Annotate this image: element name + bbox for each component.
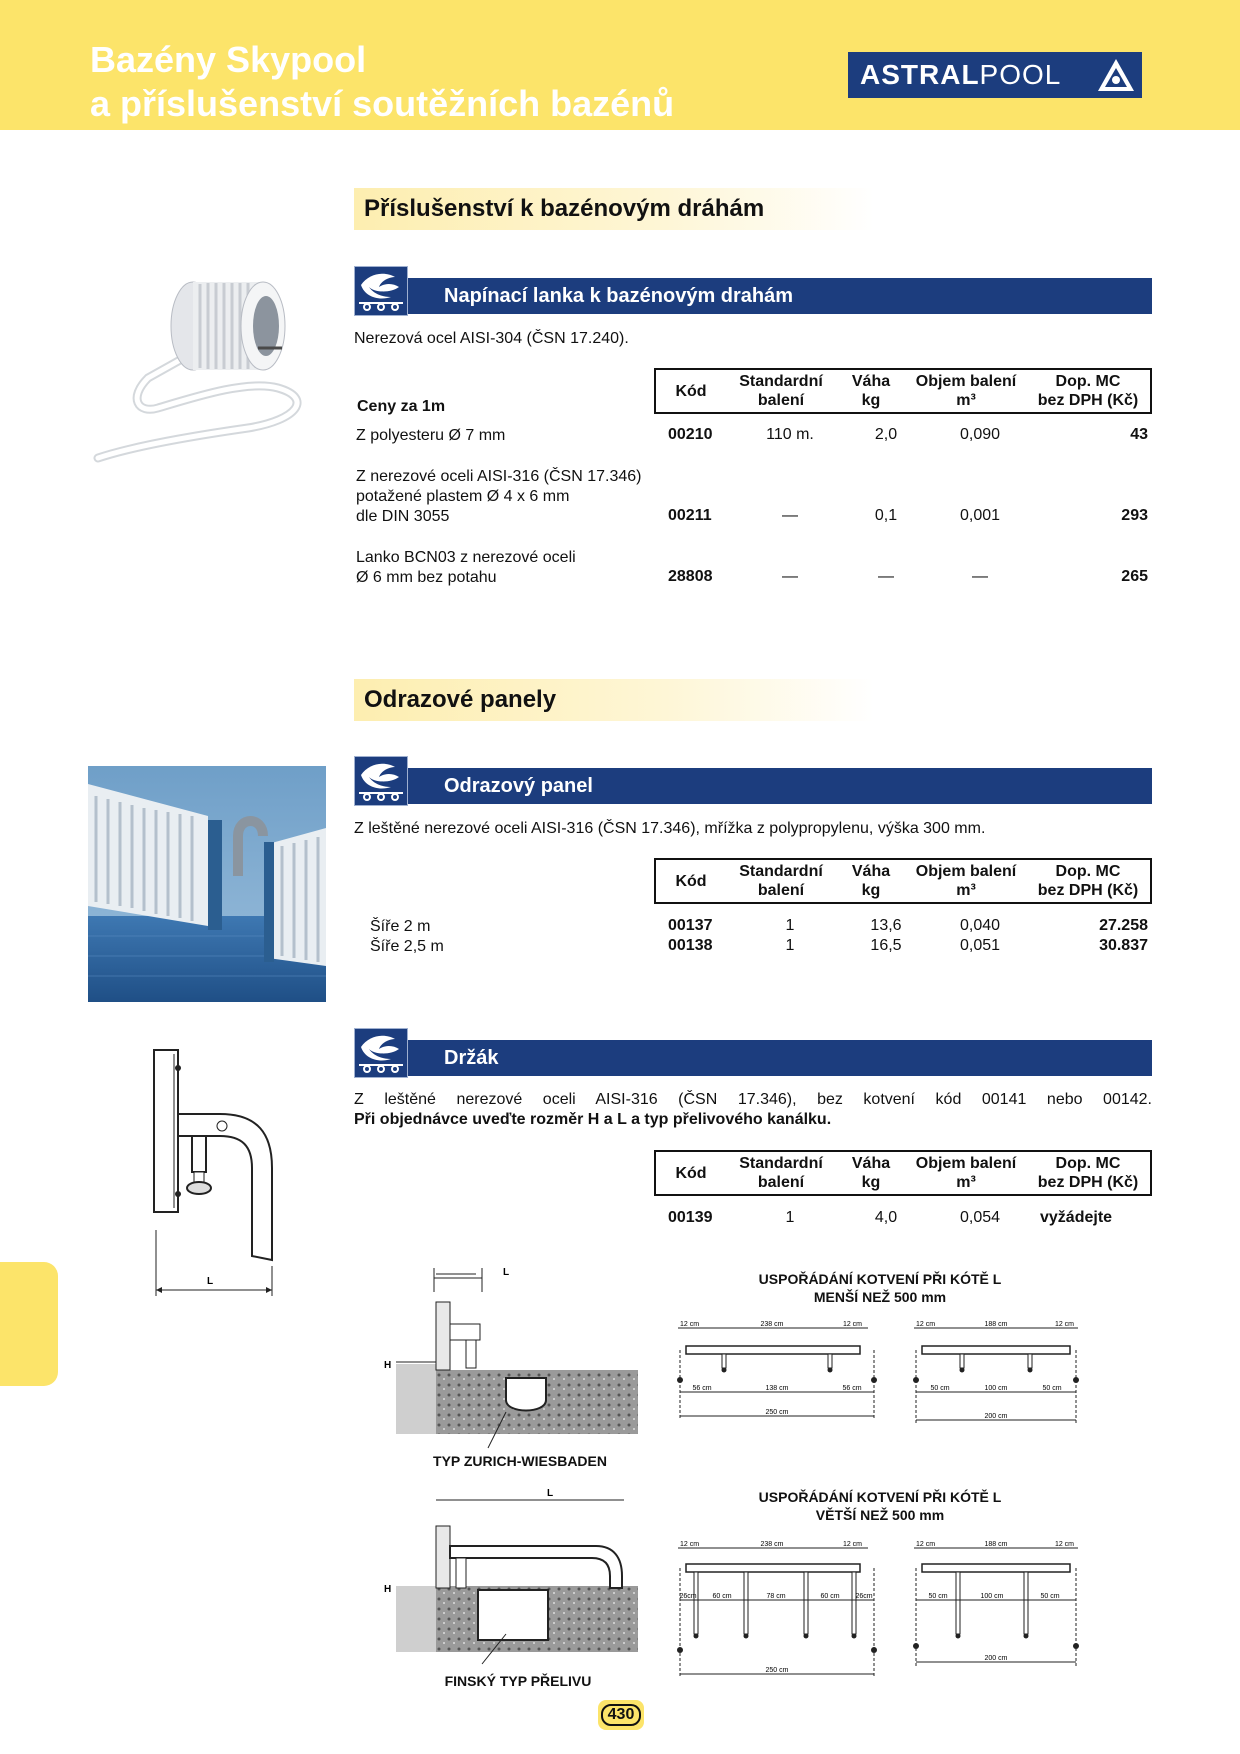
- zurich-wiesbaden-section-diagram: [384, 1262, 638, 1434]
- band-title: Držák: [444, 1047, 499, 1069]
- svg-text:12 cm: 12 cm: [1054, 1541, 1074, 1548]
- section3-order-note: Při objednávce uveďte rozměr H a L a typ přelivového kanálku.: [354, 1111, 832, 1128]
- anchoring-plan-250-large: [666, 1540, 880, 1680]
- dim-label-L: L: [206, 1276, 214, 1287]
- anchoring-plan-200-small: [904, 1320, 1088, 1428]
- anchoring-plan-250-small: [666, 1320, 880, 1428]
- astralpool-logo: [848, 52, 1142, 98]
- svg-text:100 cm: 100 cm: [980, 1593, 1004, 1600]
- svg-text:60 cm: 60 cm: [712, 1593, 732, 1600]
- prices-label: Ceny za 1m: [357, 398, 446, 415]
- svg-text:26cm: 26cm: [679, 1593, 697, 1600]
- page-number: 430: [601, 1704, 642, 1726]
- caption-finnish: FINSKÝ TYP PŘELIVU: [444, 1673, 592, 1689]
- section1-description: Nerezová ocel AISI-304 (ČSN 17.240).: [354, 330, 629, 347]
- svg-text:200 cm: 200 cm: [984, 1413, 1008, 1420]
- table-header-holder: Kód Standardní balení Váha kg Objem balení m³ Dop. MC bez DPH (Kč): [654, 1150, 1152, 1196]
- svg-text:200 cm: 200 cm: [984, 1655, 1008, 1662]
- svg-text:12 cm: 12 cm: [916, 1541, 936, 1548]
- svg-text:138 cm: 138 cm: [765, 1385, 789, 1392]
- svg-text:188 cm: 188 cm: [984, 1321, 1008, 1328]
- col-vaha: Váha kg: [851, 373, 891, 409]
- anchoring-plan-200-large: [904, 1540, 1088, 1670]
- svg-text:238 cm: 238 cm: [760, 1541, 784, 1548]
- pool-lane-icon: [354, 266, 408, 316]
- section2-description: Z leštěné nerezové oceli AISI-316 (ČSN 17.346), mřížka z polypropylenu, výška 300 mm.: [354, 820, 986, 837]
- finnish-section-diagram: [384, 1486, 638, 1652]
- svg-text:H: H: [384, 1584, 392, 1595]
- svg-text:50 cm: 50 cm: [1042, 1385, 1062, 1392]
- rope-coil-image: [88, 278, 310, 466]
- anchoring-title-small: USPOŘÁDÁNÍ KOTVENÍ PŘI KÓTĚ L MENŠÍ NEŽ 500 mm: [758, 1271, 1002, 1305]
- svg-text:50 cm: 50 cm: [928, 1593, 948, 1600]
- col-kod: Kód: [675, 382, 707, 400]
- header-title-line1: Bazény Skypool: [90, 39, 367, 80]
- table-header-ropes: [654, 368, 1152, 414]
- holder-drawing: [148, 1044, 292, 1298]
- svg-text:12 cm: 12 cm: [842, 1321, 862, 1328]
- svg-text:12 cm: 12 cm: [680, 1541, 700, 1548]
- col-standard: Standardní balení: [739, 373, 823, 409]
- svg-text:78 cm: 78 cm: [766, 1593, 786, 1600]
- band-turn-panel: [354, 768, 1152, 804]
- turn-panel-photo: [88, 766, 326, 1002]
- chapter-tab: [0, 1262, 58, 1386]
- svg-text:50 cm: 50 cm: [930, 1385, 950, 1392]
- page-header: [0, 0, 1240, 130]
- logo-text-light: POOL: [979, 59, 1062, 90]
- anchoring-title-large: USPOŘÁDÁNÍ KOTVENÍ PŘI KÓTĚ L VĚTŠÍ NEŽ 500 mm: [758, 1489, 1002, 1523]
- section3-description: Z leštěné nerezové oceli AISI-316 (ČSN 17.346), bez kotvení kód 00141 nebo 00142.: [354, 1091, 1152, 1108]
- section-title-lane-accessories: Příslušenství k bazénovým dráhám: [354, 188, 874, 230]
- caption-zurich: TYP ZURICH-WIESBADEN: [433, 1453, 607, 1469]
- svg-text:250 cm: 250 cm: [765, 1409, 789, 1416]
- svg-text:12 cm: 12 cm: [842, 1541, 862, 1548]
- svg-text:188 cm: 188 cm: [984, 1541, 1008, 1548]
- svg-text:12 cm: 12 cm: [916, 1321, 936, 1328]
- svg-text:250 cm: 250 cm: [765, 1667, 789, 1674]
- band-holder: [354, 1040, 1152, 1076]
- col-objem: Objem balení m³: [915, 373, 1017, 409]
- svg-text:60 cm: 60 cm: [820, 1593, 840, 1600]
- section-title-turn-panels: Odrazové panely: [354, 679, 874, 721]
- header-title: [90, 38, 674, 126]
- svg-text:56 cm: 56 cm: [842, 1385, 862, 1392]
- band-tension-ropes: [354, 278, 1152, 314]
- svg-text:H: H: [384, 1360, 392, 1371]
- pool-lane-icon: [354, 1028, 408, 1078]
- svg-text:100 cm: 100 cm: [984, 1385, 1008, 1392]
- svg-text:L: L: [546, 1488, 554, 1499]
- page-number-badge: [598, 1700, 644, 1730]
- svg-text:12 cm: 12 cm: [680, 1321, 700, 1328]
- col-dop-mc: Dop. MC bez DPH (Kč): [1037, 373, 1139, 409]
- svg-text:12 cm: 12 cm: [1054, 1321, 1074, 1328]
- svg-text:56 cm: 56 cm: [692, 1385, 712, 1392]
- band-title: Napínací lanka k bazénovým drahám: [444, 285, 794, 307]
- header-title-line2: a příslušenství soutěžních bazénů: [90, 83, 675, 124]
- svg-text:26cm: 26cm: [855, 1593, 873, 1600]
- svg-text:L: L: [502, 1267, 510, 1278]
- band-title: Odrazový panel: [444, 775, 593, 797]
- pool-lane-icon: [354, 756, 408, 806]
- svg-text:50 cm: 50 cm: [1040, 1593, 1060, 1600]
- table-header-panels: Kód Standardní balení Váha kg Objem balení m³ Dop. MC bez DPH (Kč): [654, 858, 1152, 904]
- logo-text-bold: ASTRAL: [860, 59, 980, 90]
- logo-triangle-icon: [1096, 56, 1136, 94]
- svg-text:238 cm: 238 cm: [760, 1321, 784, 1328]
